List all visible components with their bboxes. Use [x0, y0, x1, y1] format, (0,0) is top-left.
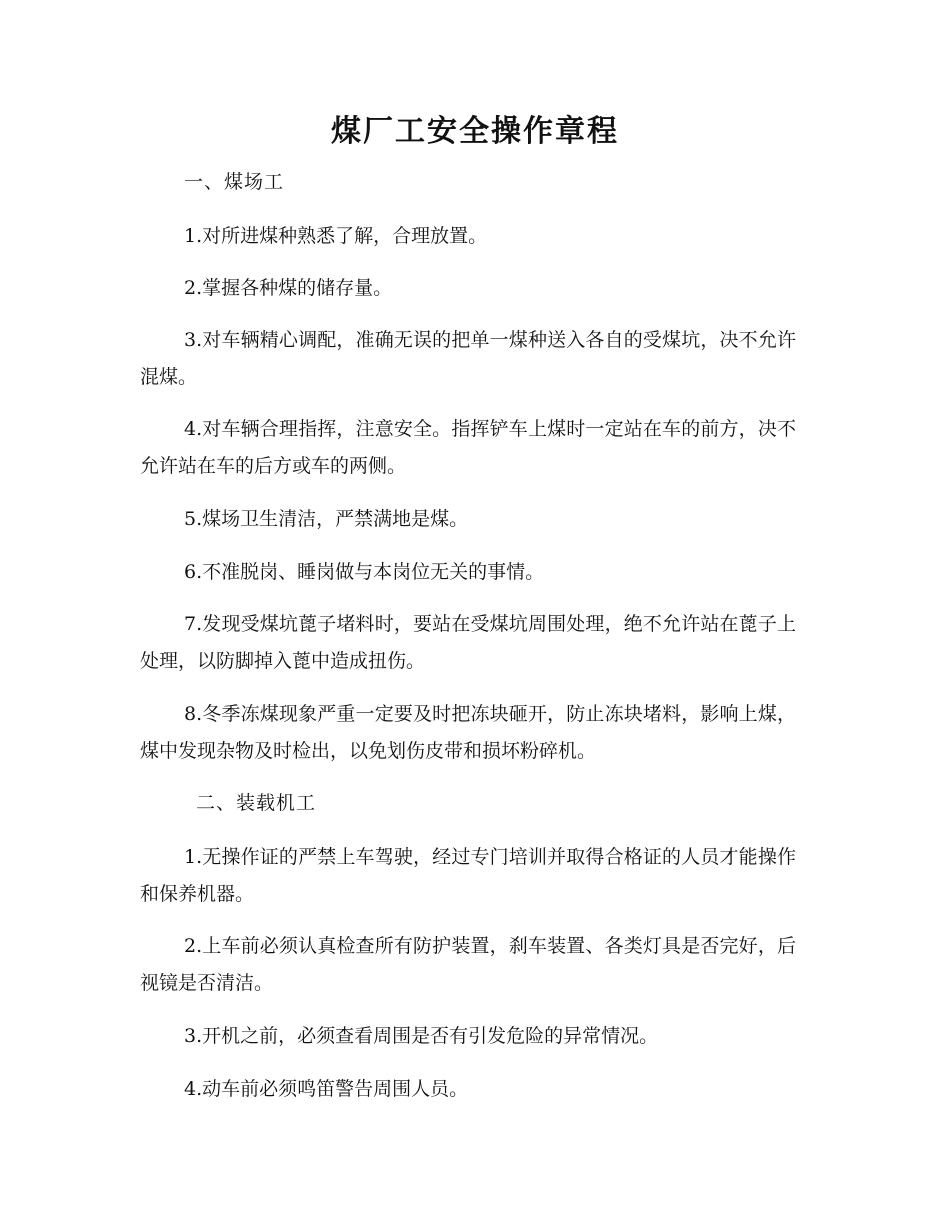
- paragraph: 1.无操作证的严禁上车驾驶，经过专门培训并取得合格证的人员才能操作和保养机器。: [140, 846, 796, 905]
- paragraph: 5.煤场卫生清洁，严禁满地是煤。: [184, 508, 469, 530]
- section-heading-loader-operator: 二、装载机工: [196, 792, 317, 814]
- paragraph: 1.对所进煤种熟悉了解，合理放置。: [184, 225, 488, 247]
- paragraph: 6.不准脱岗、睡岗做与本岗位无关的事情。: [184, 561, 545, 583]
- paragraph: 3.对车辆精心调配，准确无误的把单一煤种送入各自的受煤坑，决不允许混煤。: [140, 329, 796, 388]
- paragraph: 7.发现受煤坑蓖子堵料时，要站在受煤坑周围处理，绝不允许站在蓖子上处理，以防脚掉入蓖中造成扭伤。: [140, 613, 796, 672]
- paragraph: 2.掌握各种煤的储存量。: [184, 277, 393, 299]
- document-title: 煤厂工安全操作章程: [331, 114, 619, 149]
- paragraph: 4.对车辆合理指挥，注意安全。指挥铲车上煤时一定站在车的前方，决不允许站在车的后方或车的两侧。: [140, 418, 796, 477]
- paragraph: 4.动车前必须鸣笛警告周围人员。: [184, 1078, 469, 1100]
- paragraph: 3.开机之前，必须查看周围是否有引发危险的异常情况。: [184, 1025, 659, 1047]
- section-heading-coal-yard: 一、煤场工: [184, 171, 285, 193]
- paragraph: 8.冬季冻煤现象严重一定要及时把冻块砸开，防止冻块堵料，影响上煤，煤中发现杂物及时检出，以免划伤皮带和损坏粉碎机。: [140, 703, 796, 762]
- paragraph: 2.上车前必须认真检查所有防护装置，刹车装置、各类灯具是否完好，后视镜是否清洁。: [140, 935, 796, 994]
